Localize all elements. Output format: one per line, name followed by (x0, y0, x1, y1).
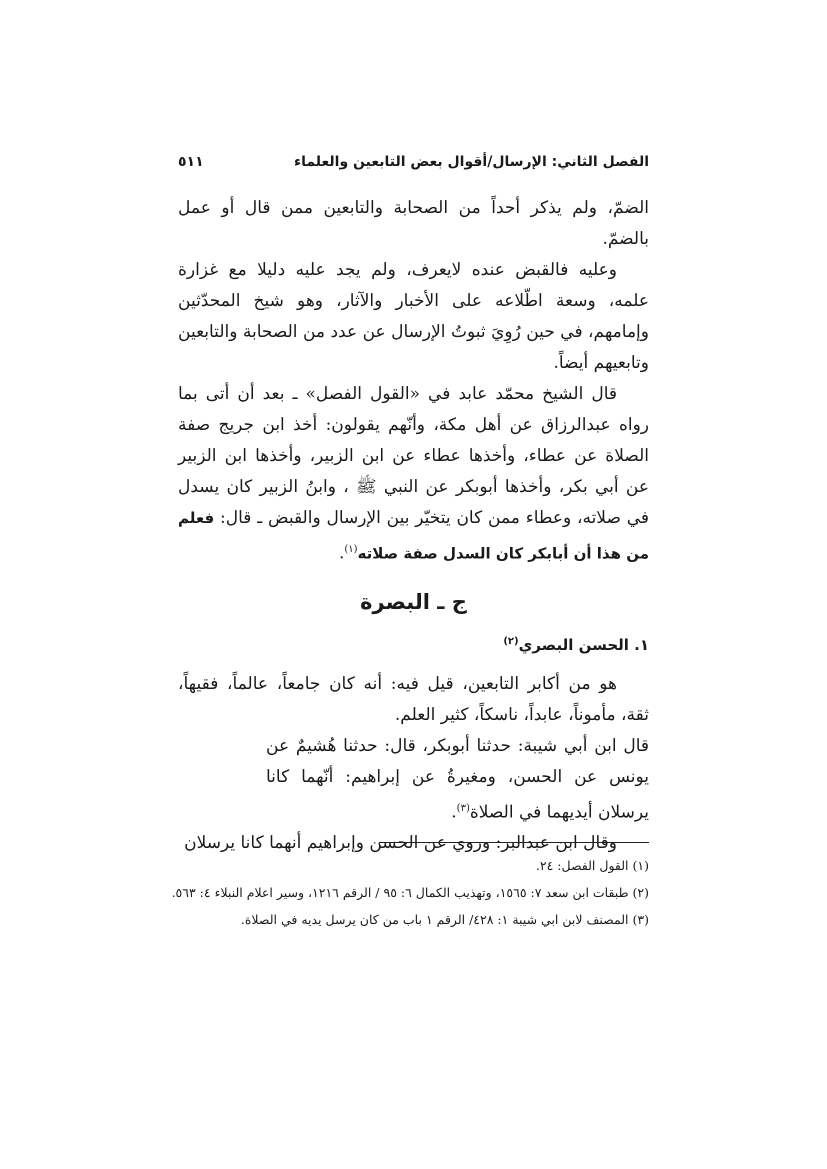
quote-text: قال ابن أبي شيبة: حدثنا أبوبكر، قال: حدثنا هُشيمٌ عن يونس عن الحسن، ومغيرةُ عن إبراهيم: أنّهما كانا يرسلان أيديهما في الصلاة (266, 735, 649, 823)
footnote-separator (379, 842, 649, 843)
footnote: (٣) المصنف لابن ابي شيبة ١: ٤٢٨/ الرقم ١ باب من كان يرسل يديه في الصلاة. (240, 912, 649, 927)
paragraph-quote-abid (178, 379, 649, 570)
period: . (338, 543, 345, 564)
emphasized-quote: فعلم من هذا أن أبابكر كان السدل صفة صلاته (178, 509, 649, 563)
footnote-ref: (١) (344, 544, 358, 555)
period: . (451, 802, 457, 823)
paragraph: وقال ابن عبدالبر: وروي عن الحسن وإبراهيم أنهما كانا يرسلان (184, 833, 617, 854)
chapter-title: الفصل الثاني: الإرسال/أقوال بعض التابعين والعلماء (293, 154, 649, 170)
footnote-ref: (٢) (503, 635, 519, 647)
paragraph: وعليه فالقبض عنده لايعرف، ولم يجد عليه دليلا مع غزارة علمه، وسعة اطّلاعه على الأخبار والآثار، وهو شيخ المحدّثين وإمامهم، في حين رُوِيَ ثبوتُ الإرسال عن عدد من الصحابة والتابعين وتابعيهم أيضاً. (178, 260, 649, 373)
footnotes (171, 852, 649, 933)
block-quote (178, 731, 649, 829)
page-number: ٥١١ (178, 154, 204, 170)
footnote-ref: (٣) (456, 802, 470, 814)
subheading-text: ١. الحسن البصري (518, 635, 649, 654)
subheading (178, 628, 649, 659)
footnote: (٢) طبقات ابن سعد ٧: ١٥٦٥، وتهذيب الكمال ٦: ٩٥ / الرقم ١٢١٦، وسير اعلام النبلاء ٤: ٥٦٣. (171, 885, 649, 900)
section-title: ج ـ البصرة (360, 589, 467, 614)
paragraph: الضمّ، ولم يذكر أحداً من الصحابة والتابعين ممن قال أو عمل بالضمّ. (178, 198, 649, 249)
footnote: (١) القول الفصل: ٢٤. (535, 858, 649, 873)
running-header (178, 150, 649, 174)
paragraph-text: قال الشيخ محمّد عابد في «القول الفصل» ـ بعد أن أتى بما رواه عبدالرزاق عن أهل مكة، وأنّهم يقولون: أخذ ابن جريج صفة الصلاة عن عطاء، وأخذها عطاء عن ابن الزبير، وأخذها ابن الزبير عن أبي بكر، وأخذها أبوبكر عن النبي ﷺ ، وابنُ الزبير كان يسدل في صلاته، وعطاء ممن كان يتخيّر بين الإرسال والقبض ـ قال: (178, 384, 649, 528)
paragraph: هو من أكابر التابعين، قيل فيه: أنه كان جامعاً، عالماً، فقيهاً، ثقة، مأموناً، عابداً، ناسكاً، كثير العلم. (178, 673, 649, 725)
main-text (178, 193, 649, 859)
